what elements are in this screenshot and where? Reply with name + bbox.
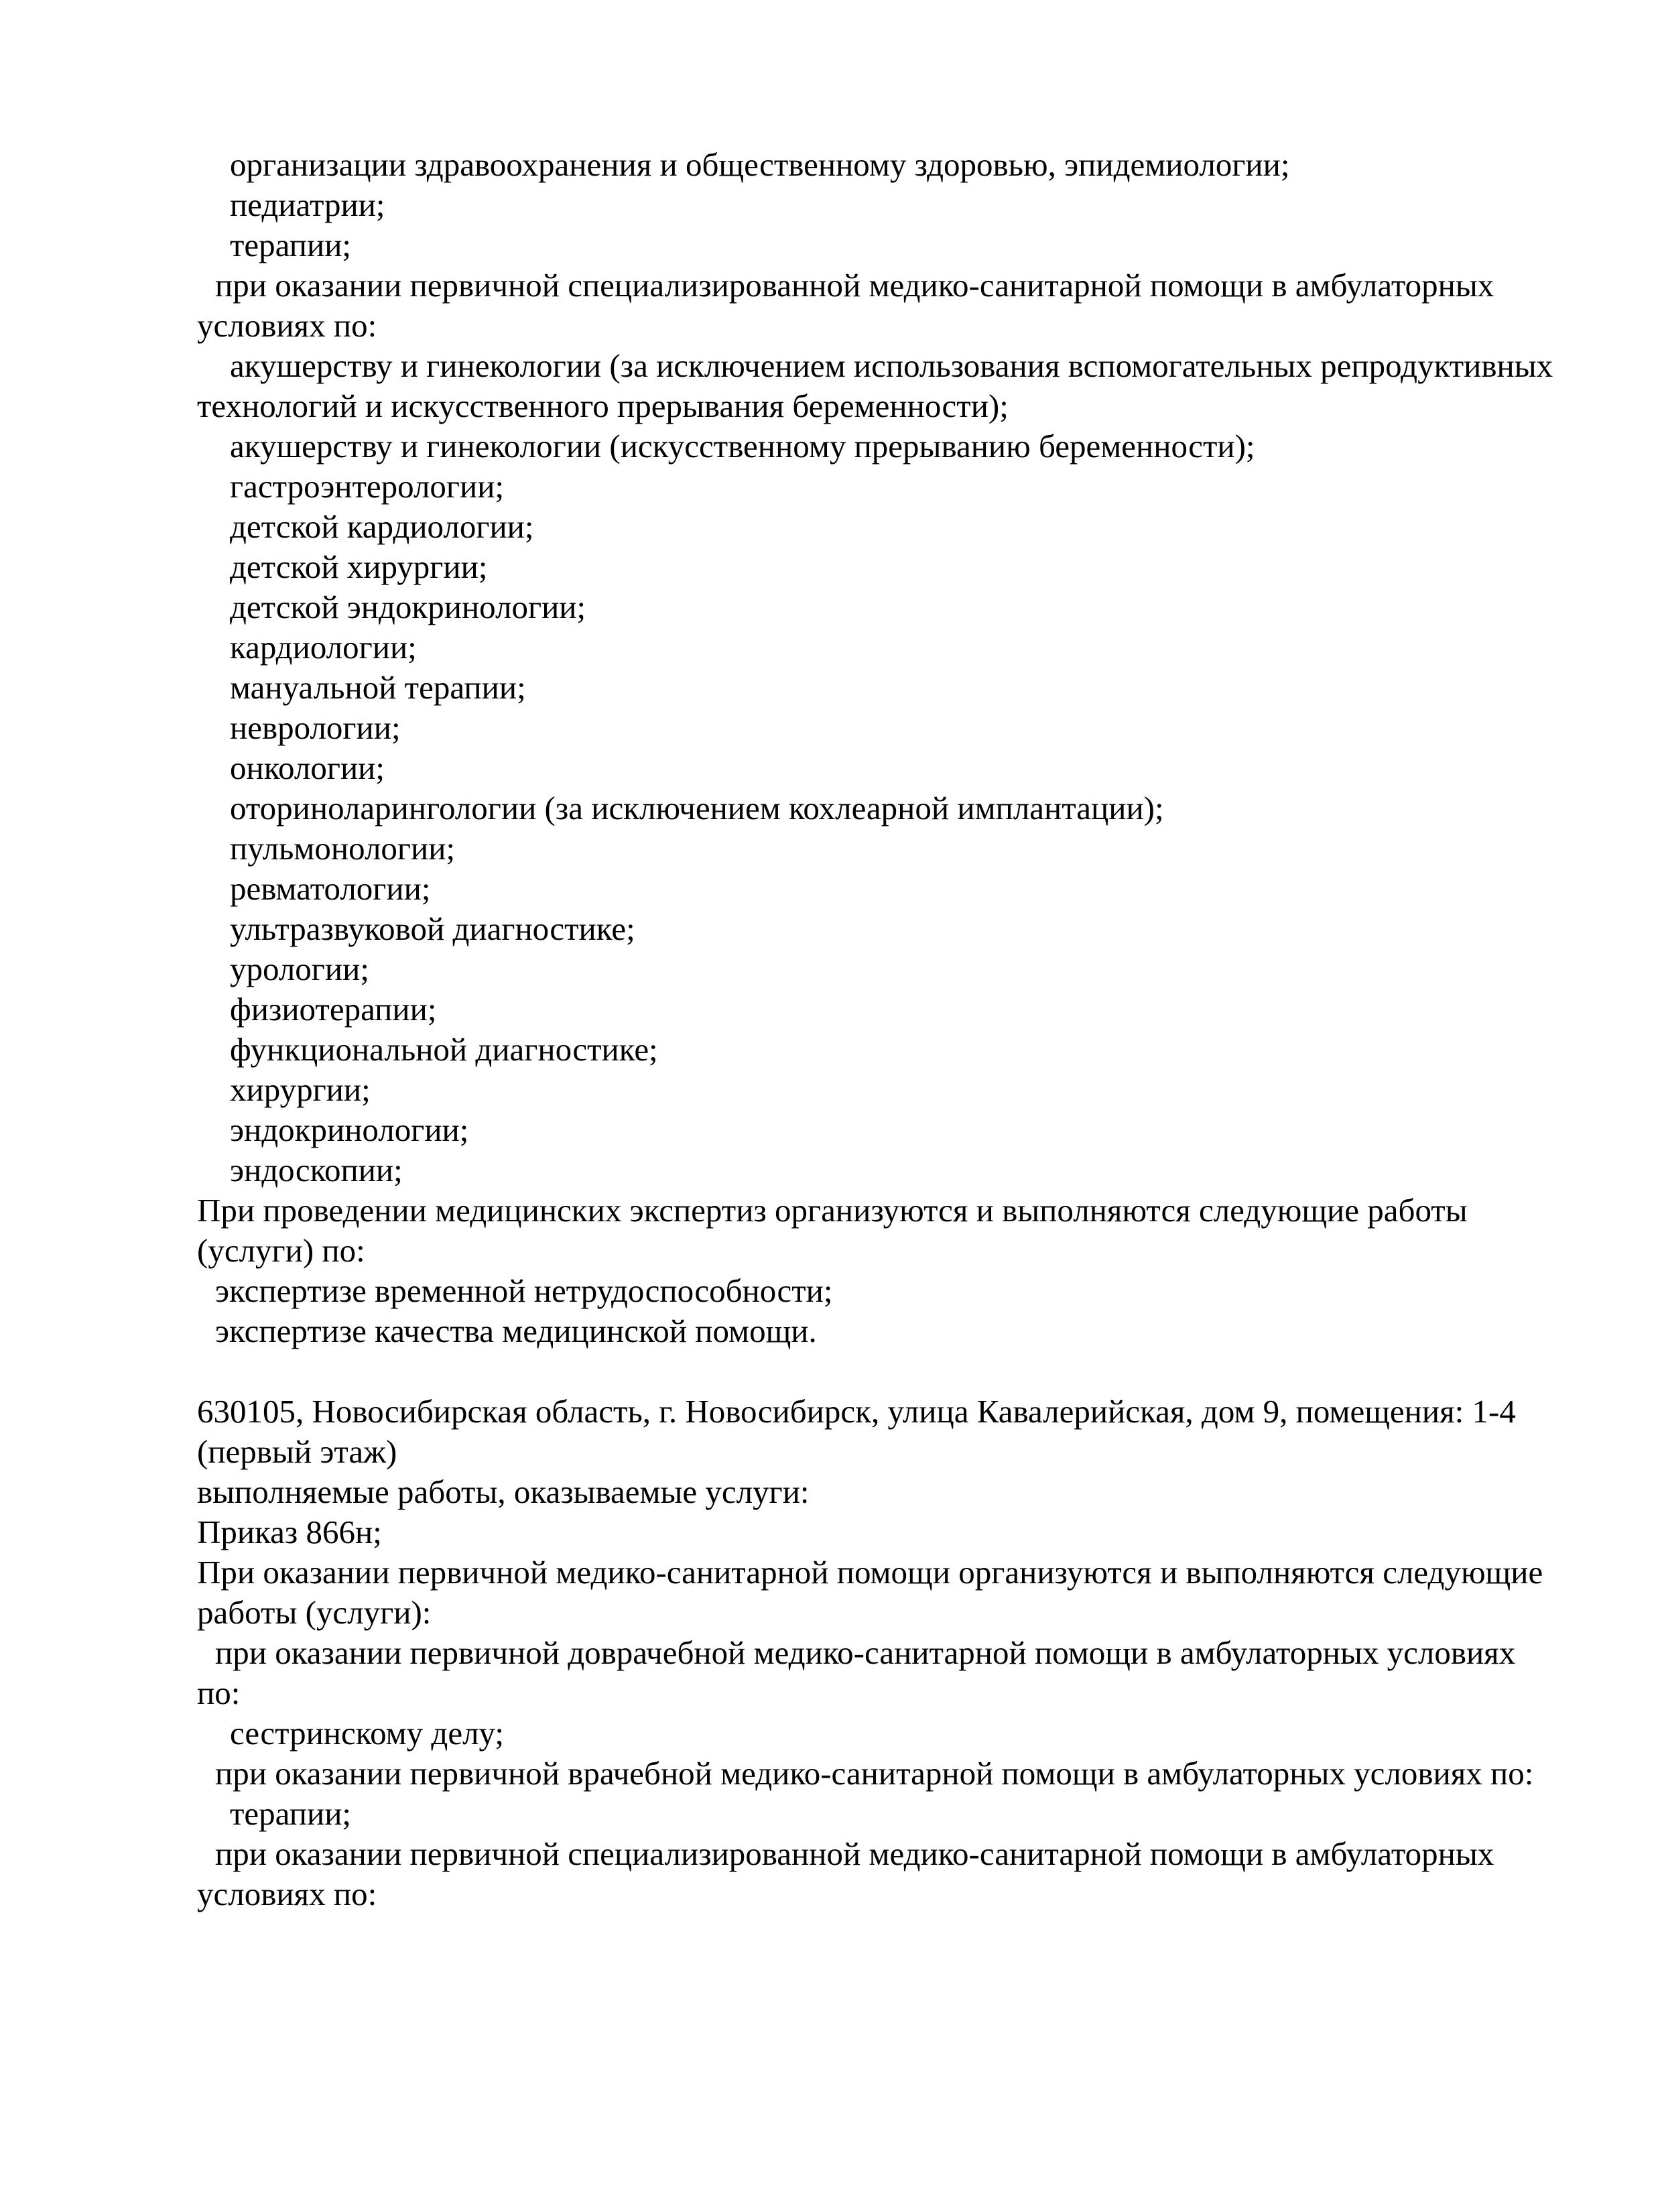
text-line: ревматологии; bbox=[230, 870, 431, 907]
text-line: условиях по: bbox=[197, 1876, 377, 1912]
text-line: организации здравоохранения и общественному здоровью, эпидемиологии; bbox=[230, 146, 1290, 183]
text-line: детской эндокринологии; bbox=[230, 589, 586, 625]
text-line: при оказании первичной специализированной медико-санитарной помощи в амбулаторных bbox=[215, 267, 1494, 304]
text-line: детской хирургии; bbox=[230, 548, 488, 585]
text-line: оториноларингологии (за исключением кохлеарной имплантации); bbox=[230, 790, 1164, 826]
text-line: физиотерапии; bbox=[230, 991, 437, 1028]
text-line: кардиологии; bbox=[230, 629, 417, 666]
text-line: хирургии; bbox=[230, 1071, 371, 1108]
license-text-block bbox=[197, 145, 1611, 1914]
text-line: сестринскому делу; bbox=[230, 1715, 505, 1752]
text-line: мануальной терапии; bbox=[230, 669, 526, 706]
text-line: ультразвуковой диагностике; bbox=[230, 910, 635, 947]
text-line: технологий и искусственного прерывания беременности); bbox=[197, 387, 1009, 424]
text-line: неврологии; bbox=[230, 709, 401, 746]
text-line: экспертизе качества медицинской помощи. bbox=[215, 1312, 817, 1349]
text-line: педиатрии; bbox=[230, 186, 385, 223]
text-line: работы (услуги): bbox=[197, 1594, 432, 1631]
text-line: эндоскопии; bbox=[230, 1152, 403, 1188]
text-line: при оказании первичной доврачебной медико-санитарной помощи в амбулаторных условиях bbox=[215, 1634, 1516, 1671]
text-line: по: bbox=[197, 1674, 241, 1711]
text-line: гастроэнтерологии; bbox=[230, 468, 505, 505]
text-line: условиях по: bbox=[197, 307, 377, 344]
text-line: при оказании первичной врачебной медико-санитарной помощи в амбулаторных условиях по: bbox=[215, 1755, 1534, 1792]
text-line: эндокринологии; bbox=[230, 1111, 469, 1148]
text-line: выполняемые работы, оказываемые услуги: bbox=[197, 1473, 810, 1510]
text-line: пульмонологии; bbox=[230, 830, 456, 867]
text-line: При оказании первичной медико-санитарной помощи организуются и выполняются следующие bbox=[197, 1554, 1543, 1591]
text-line: терапии; bbox=[230, 227, 352, 263]
text-line: (первый этаж) bbox=[197, 1433, 397, 1470]
text-line: урологии; bbox=[230, 950, 369, 987]
text-line: детской кардиологии; bbox=[230, 508, 534, 545]
text-line: 630105, Новосибирская область, г. Новосибирск, улица Кавалерийская, дом 9, помещения: 1-4 bbox=[197, 1393, 1516, 1430]
text-line: при оказании первичной специализированной медико-санитарной помощи в амбулаторных bbox=[215, 1835, 1494, 1872]
text-line bbox=[197, 1351, 1611, 1392]
text-line: функциональной диагностике; bbox=[230, 1031, 658, 1068]
text-line: терапии; bbox=[230, 1795, 352, 1832]
text-line: акушерству и гинекологии (за исключением использования вспомогательных репродуктивных bbox=[230, 347, 1553, 384]
text-line: акушерству и гинекологии (искусственному прерыванию беременности); bbox=[230, 428, 1255, 465]
text-line: (услуги) по: bbox=[197, 1232, 365, 1269]
text-line: онкологии; bbox=[230, 749, 385, 786]
text-line: Приказ 866н; bbox=[197, 1514, 382, 1550]
text-line: экспертизе временной нетрудоспособности; bbox=[215, 1272, 833, 1309]
text-line: При проведении медицинских экспертиз организуются и выполняются следующие работы bbox=[197, 1192, 1468, 1229]
